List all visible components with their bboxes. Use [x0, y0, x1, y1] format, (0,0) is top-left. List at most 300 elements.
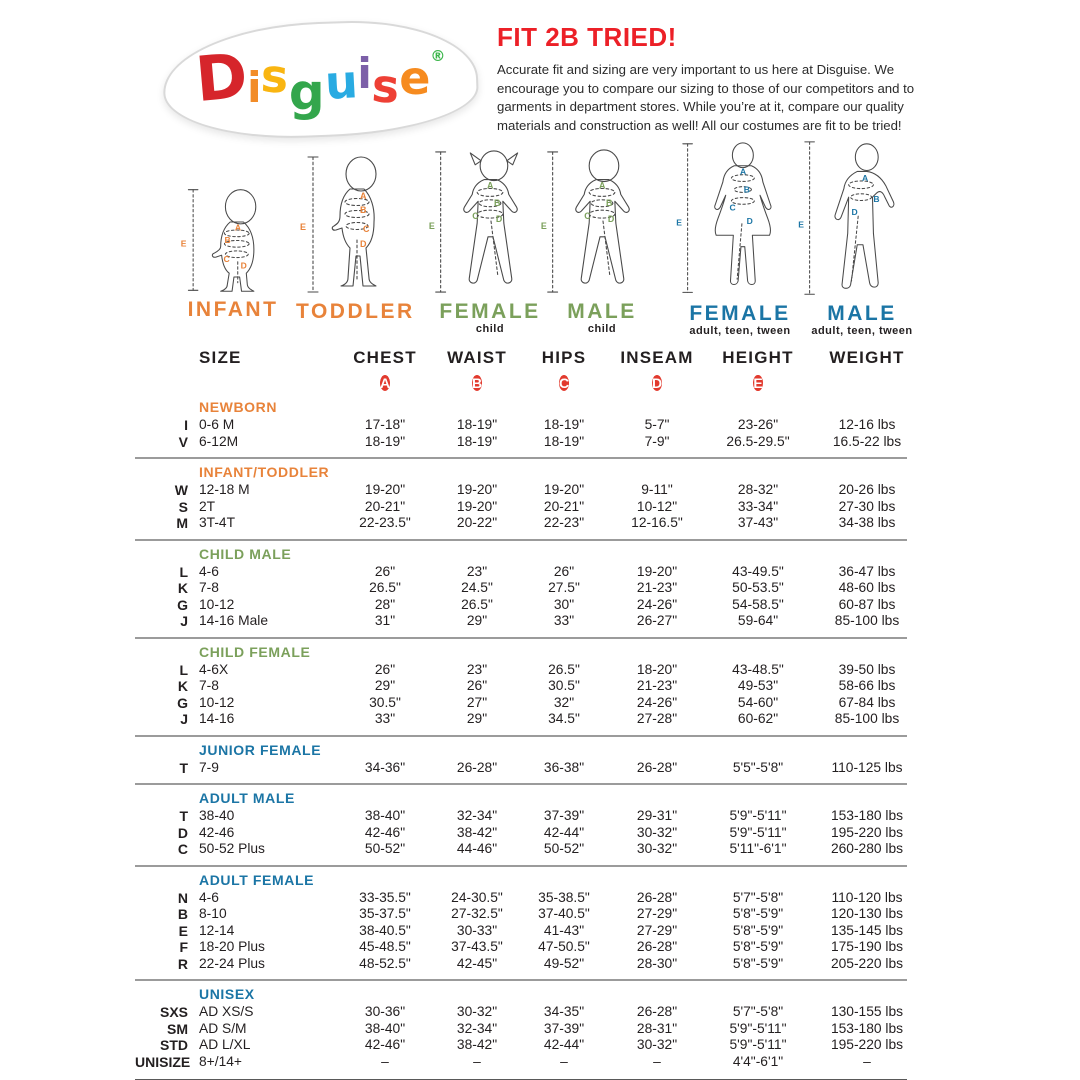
section-divider	[135, 735, 907, 737]
logo-letter: u	[323, 53, 359, 110]
cell-waist: 30-32"	[456, 1004, 498, 1019]
cell-size: 42-46	[199, 824, 235, 840]
cell-waist: 27"	[466, 694, 488, 710]
cell-waist: 38-42"	[456, 824, 498, 840]
cell-height: 5'8"-5'9"	[732, 922, 784, 938]
table-row	[135, 417, 935, 434]
cell-hips: 35-38.5"	[538, 889, 590, 905]
cell-waist: 24.5"	[461, 580, 493, 595]
cell-weight: 130-155 lbs	[830, 1004, 904, 1019]
logo-letter: D	[192, 38, 250, 116]
column-header-inseam: INSEAM	[620, 348, 694, 367]
cell-inseam: 24-26"	[636, 596, 678, 612]
badge-cell	[337, 372, 433, 395]
cell-hips: 37-39"	[543, 808, 585, 823]
cell-waist: 26"	[466, 678, 488, 693]
cell-hips: 22-23"	[543, 515, 585, 530]
cell-height: 26.5-29.5"	[726, 433, 790, 449]
cell-height: 54-60"	[737, 694, 779, 710]
cell-height: 5'5"-5'8"	[732, 759, 784, 775]
row-code: J	[180, 711, 188, 727]
cell-size: 22-24 Plus	[199, 955, 265, 971]
cell-hips: 34-35"	[543, 1004, 585, 1019]
svg-text:D: D	[746, 215, 753, 226]
logo-letter: s	[369, 57, 402, 114]
table-row	[135, 564, 935, 581]
svg-text:D: D	[851, 207, 858, 218]
section-title: CHILD MALE	[199, 545, 292, 562]
svg-text:B: B	[493, 198, 501, 209]
section-title: ADULT MALE	[199, 790, 295, 806]
figure-label: MALE	[567, 300, 637, 323]
section-divider	[135, 865, 907, 867]
svg-text:C: C	[363, 224, 370, 234]
cell-waist: 30-33"	[456, 922, 498, 938]
cell-inseam: 19-20"	[636, 563, 678, 579]
badge-cell	[433, 372, 521, 395]
cell-hips: 30.5"	[548, 678, 580, 693]
cell-chest: 22-23.5"	[359, 515, 411, 530]
section-title: NEWBORN	[199, 399, 278, 415]
cell-hips: 26"	[553, 563, 575, 579]
cell-inseam: 29-31"	[636, 808, 678, 823]
row-code: B	[177, 906, 188, 922]
cell-inseam: 30-32"	[636, 1037, 678, 1052]
cell-hips: 49-52"	[543, 955, 585, 971]
cell-size: 8-10	[199, 906, 227, 921]
cell-chest: 50-52"	[364, 841, 406, 856]
section-title: CHILD FEMALE	[199, 643, 311, 660]
svg-text:D: D	[360, 239, 367, 249]
svg-text:D: D	[240, 260, 247, 271]
cell-size: 7-9	[199, 759, 219, 775]
table-row	[135, 923, 935, 940]
cell-weight: 85-100 lbs	[834, 711, 900, 726]
cell-size: 7-8	[199, 678, 219, 693]
cell-height: 5'9"-5'11"	[729, 1020, 787, 1036]
svg-text:B: B	[605, 198, 613, 209]
cell-waist: 19-20"	[456, 498, 498, 514]
size-table-body	[135, 400, 935, 1080]
cell-height: 5'7"-5'8"	[732, 889, 784, 905]
cell-chest: 18-19"	[364, 433, 406, 449]
cell-height: 43-49.5"	[732, 563, 784, 579]
row-code: L	[179, 563, 188, 580]
table-row	[135, 939, 935, 956]
cell-size: 6-12M	[199, 433, 239, 449]
table-row	[135, 499, 935, 516]
table-row	[135, 906, 935, 923]
cell-size: AD XS/S	[199, 1004, 254, 1019]
cell-weight: 48-60 lbs	[838, 580, 896, 595]
cell-chest: 19-20"	[364, 482, 406, 497]
figure-label: TODDLER	[296, 300, 415, 323]
row-code: V	[178, 433, 188, 450]
table-row	[135, 662, 935, 679]
cell-hips: 42-44"	[543, 824, 585, 840]
cell-waist: 38-42"	[456, 1037, 498, 1052]
svg-text:E: E	[180, 238, 187, 249]
cell-height: 5'8"-5'9"	[732, 906, 784, 921]
table-row	[135, 808, 935, 825]
cell-waist: 32-34"	[456, 808, 498, 823]
cell-inseam: 9-11"	[641, 482, 673, 497]
cell-size: 12-18 M	[199, 482, 250, 497]
cell-size: AD S/M	[199, 1020, 247, 1036]
cell-hips: 30"	[553, 596, 575, 612]
cell-height: 5'9"-5'11"	[729, 1037, 787, 1052]
figure-infant	[177, 184, 289, 322]
svg-text:A: A	[599, 180, 606, 191]
table-row	[135, 678, 935, 695]
cell-waist: 44-46"	[456, 841, 498, 856]
cell-hips: 19-20"	[543, 482, 585, 497]
cell-size: 10-12	[199, 596, 235, 612]
cell-weight: 58-66 lbs	[838, 678, 896, 693]
row-code: SXS	[159, 1004, 188, 1020]
cell-chest: 33-35.5"	[359, 889, 411, 905]
cell-inseam: 24-26"	[636, 694, 678, 710]
cell-waist: 37-43.5"	[451, 939, 503, 954]
column-header-hips: HIPS	[541, 348, 587, 367]
cell-inseam: 26-28"	[636, 759, 678, 775]
disguise-logo	[163, 22, 478, 137]
cell-waist: 23"	[466, 563, 488, 579]
cell-height: 5'9"-5'11"	[729, 824, 787, 840]
logo-letter: s	[260, 47, 291, 104]
logo-letter: i	[247, 62, 262, 112]
cell-chest: 42-46"	[364, 824, 406, 840]
measurement-badge-row	[135, 370, 935, 396]
svg-text:A: A	[360, 191, 367, 201]
figure-sublabel: adult, teen, tween	[811, 325, 913, 337]
section-title: JUNIOR FEMALE	[199, 741, 322, 758]
cell-inseam: 26-28"	[636, 889, 678, 905]
table-row	[135, 580, 935, 597]
table-row	[135, 956, 935, 973]
cell-waist: 32-34"	[456, 1020, 498, 1036]
cell-height: 28-32"	[737, 482, 779, 497]
svg-text:E: E	[676, 217, 682, 228]
cell-inseam: 7-9"	[644, 433, 670, 449]
section-divider	[135, 783, 907, 785]
cell-size: 0-6 M	[199, 417, 235, 432]
cell-chest: 26"	[374, 563, 396, 579]
table-row	[135, 1054, 935, 1071]
cell-chest: 38-40"	[364, 808, 406, 823]
cell-hips: 41-43"	[543, 922, 585, 938]
svg-text:E: E	[300, 222, 307, 232]
svg-text:A: A	[862, 172, 869, 183]
cell-height: 4'4"-6'1"	[732, 1053, 784, 1069]
cell-weight: 195-220 lbs	[830, 1037, 904, 1052]
logo-letter: g	[288, 62, 325, 121]
cell-chest: 48-52.5"	[359, 955, 411, 971]
cell-inseam: 21-23"	[636, 678, 678, 693]
cell-chest: 42-46"	[364, 1037, 406, 1052]
cell-chest: 17-18"	[364, 417, 406, 432]
cell-inseam: 18-20"	[636, 661, 678, 677]
measurement-badge-c: C	[558, 374, 570, 391]
row-code: F	[179, 939, 188, 955]
figure-sublabel: adult, teen, tween	[689, 325, 791, 337]
cell-hips: 37-39"	[543, 1020, 585, 1036]
measurement-badge-b: B	[471, 374, 483, 391]
cell-chest: 35-37.5"	[359, 906, 411, 921]
cell-chest: 38-40.5"	[359, 922, 411, 938]
figure-child-male	[540, 148, 664, 335]
cell-hips: 20-21"	[543, 498, 585, 514]
cell-hips: 32"	[553, 694, 575, 710]
cell-size: 18-20 Plus	[199, 939, 265, 954]
svg-text:D: D	[495, 214, 503, 225]
cell-inseam: 21-23"	[636, 580, 678, 595]
cell-height: 33-34"	[737, 498, 779, 514]
cell-hips: 36-38"	[543, 759, 585, 775]
cell-height: 5'9"-5'11"	[729, 808, 787, 823]
row-code: K	[177, 678, 188, 694]
table-row	[135, 760, 935, 777]
cell-chest: 29"	[374, 678, 396, 693]
cell-chest: 30-36"	[364, 1004, 406, 1019]
row-code: M	[176, 515, 188, 531]
column-header-height: HEIGHT	[722, 348, 794, 367]
svg-text:A: A	[234, 222, 242, 233]
cell-hips: 42-44"	[543, 1037, 585, 1052]
svg-text:C: C	[729, 202, 736, 213]
registered-mark-icon: ®	[430, 46, 446, 65]
cell-size: 4-6	[199, 563, 219, 579]
cell-weight: 36-47 lbs	[838, 563, 896, 579]
row-code: S	[178, 498, 188, 515]
cell-waist: 29"	[466, 613, 488, 628]
page-title: FIT 2B TRIED!	[497, 22, 677, 52]
svg-text:C: C	[584, 211, 591, 222]
cell-waist: 23"	[466, 661, 488, 677]
row-code: T	[179, 759, 188, 776]
cell-chest: –	[381, 1053, 389, 1069]
cell-weight: 39-50 lbs	[838, 661, 896, 677]
cell-weight: 110-120 lbs	[831, 889, 903, 905]
cell-waist: 19-20"	[456, 482, 498, 497]
table-row	[135, 1021, 935, 1038]
svg-text:B: B	[224, 234, 231, 245]
cell-height: 37-43"	[737, 515, 779, 530]
logo-letter: i	[357, 48, 372, 98]
section-divider	[135, 637, 907, 639]
cell-height: 5'11"-6'1"	[729, 841, 787, 856]
svg-text:A: A	[487, 180, 494, 191]
cell-height: 43-48.5"	[732, 661, 784, 677]
row-code: E	[178, 922, 188, 939]
cell-inseam: 5-7"	[644, 417, 670, 432]
cell-size: 14-16	[199, 711, 235, 726]
table-row	[135, 1037, 935, 1054]
cell-weight: 67-84 lbs	[838, 694, 896, 710]
cell-waist: 26.5"	[461, 596, 493, 612]
row-code: K	[177, 580, 188, 596]
cell-weight: 12-16 lbs	[838, 417, 896, 432]
svg-text:B: B	[743, 184, 750, 195]
cell-inseam: 30-32"	[636, 841, 678, 856]
cell-chest: 30.5"	[369, 694, 401, 710]
logo-letter: e	[399, 50, 431, 105]
cell-chest: 31"	[374, 613, 396, 628]
size-table	[135, 346, 935, 1080]
cell-weight: 34-38 lbs	[838, 515, 896, 530]
figure-adult-male	[795, 140, 929, 337]
cell-waist: 20-22"	[456, 515, 498, 530]
cell-height: 59-64"	[737, 613, 779, 628]
cell-size: 3T-4T	[199, 515, 236, 530]
cell-weight: 153-180 lbs	[830, 808, 904, 823]
section-title: INFANT/TODDLER	[199, 464, 330, 480]
cell-height: 23-26"	[737, 417, 779, 432]
table-row	[135, 597, 935, 614]
table-row	[135, 482, 935, 499]
cell-weight: 153-180 lbs	[830, 1020, 904, 1036]
table-row	[135, 711, 935, 728]
row-code: SM	[167, 1020, 188, 1037]
cell-inseam: 27-29"	[636, 922, 678, 938]
cell-height: 5'8"-5'9"	[732, 939, 784, 954]
cell-hips: 26.5"	[548, 661, 580, 677]
column-header-chest: CHEST	[353, 348, 417, 367]
table-row	[135, 695, 935, 712]
row-code: J	[180, 613, 188, 629]
intro-paragraph: Accurate fit and sizing are very important to us here at Disguise. We encourage you to compare our sizing to those of our competitors and to garments in department stores. While you’re at it, compare our quality materials and construction as well! All our costumes are fit to be tried!	[497, 62, 915, 134]
infant-illustration	[177, 184, 289, 296]
cell-waist: 27-32.5"	[451, 906, 503, 921]
badge-cell	[607, 372, 707, 395]
cell-height: 5'8"-5'9"	[732, 955, 784, 971]
cell-weight: 195-220 lbs	[830, 824, 904, 840]
cell-chest: 26"	[374, 661, 396, 677]
cell-hips: 37-40.5"	[538, 906, 590, 921]
table-row	[135, 1004, 935, 1021]
cell-hips: 33"	[553, 613, 575, 628]
cell-height: 5'7"-5'8"	[732, 1004, 784, 1019]
cell-inseam: 26-28"	[636, 1004, 678, 1019]
row-code: T	[179, 808, 188, 824]
row-code: C	[177, 841, 188, 857]
cell-waist: 26-28"	[456, 759, 498, 775]
column-header-size: SIZE	[199, 348, 242, 367]
cell-weight: 20-26 lbs	[838, 482, 896, 497]
toddler-illustration	[299, 152, 411, 298]
cell-inseam: 26-28"	[636, 939, 678, 954]
svg-text:E: E	[540, 220, 547, 231]
column-header-waist: WAIST	[447, 348, 507, 367]
figure-label: INFANT	[187, 298, 279, 321]
cell-hips: 47-50.5"	[538, 939, 590, 954]
cell-waist: –	[473, 1053, 481, 1069]
cell-height: 60-62"	[737, 711, 779, 726]
cell-weight: 85-100 lbs	[834, 613, 900, 628]
row-code: L	[179, 661, 188, 678]
cell-size: 38-40	[199, 808, 235, 823]
cell-size: 2T	[199, 498, 216, 514]
figure-label: FEMALE	[689, 302, 791, 325]
badge-cell	[521, 372, 607, 395]
row-code: R	[177, 955, 188, 972]
adult-male-illustration	[795, 140, 929, 300]
svg-text:E: E	[798, 219, 804, 230]
cell-inseam: 10-12"	[636, 498, 678, 514]
cell-chest: 33"	[374, 711, 396, 726]
measurement-badge-e: E	[753, 374, 763, 391]
row-code: N	[177, 889, 188, 906]
badge-cell	[707, 372, 809, 395]
svg-text:B: B	[360, 205, 367, 215]
cell-hips: 18-19"	[543, 417, 585, 432]
row-code: W	[174, 482, 188, 498]
row-code: I	[184, 417, 188, 433]
cell-size: 12-14	[199, 922, 235, 938]
table-row	[135, 613, 935, 630]
cell-chest: 26.5"	[369, 580, 401, 595]
measurement-badge-d: D	[651, 374, 663, 391]
child-male-illustration	[540, 148, 664, 298]
cell-height: 50-53.5"	[732, 580, 784, 595]
measurement-badge-a: A	[379, 374, 391, 391]
cell-weight: 120-130 lbs	[830, 906, 904, 921]
column-header-row	[135, 346, 935, 370]
cell-weight: 27-30 lbs	[838, 498, 896, 514]
cell-weight: 60-87 lbs	[838, 596, 896, 612]
cell-size: 10-12	[199, 694, 235, 710]
svg-text:B: B	[873, 193, 880, 204]
cell-size: 14-16 Male	[199, 613, 269, 628]
cell-weight: 110-125 lbs	[831, 759, 903, 775]
figure-child-female	[428, 148, 552, 335]
cell-waist: 18-19"	[456, 417, 498, 432]
cell-size: AD L/XL	[199, 1037, 251, 1052]
cell-inseam: 27-28"	[636, 711, 678, 726]
cell-height: 54-58.5"	[732, 596, 784, 612]
cell-height: 49-53"	[737, 678, 779, 693]
figure-label: MALE	[827, 302, 897, 325]
cell-hips: 50-52"	[543, 841, 585, 856]
cell-chest: 45-48.5"	[359, 939, 411, 954]
section-divider	[135, 539, 907, 541]
row-code: STD	[160, 1037, 188, 1053]
figure-sublabel: child	[475, 323, 505, 335]
figure-label: FEMALE	[439, 300, 541, 323]
table-row	[135, 890, 935, 907]
cell-inseam: 26-27"	[636, 613, 678, 628]
cell-size: 4-6	[199, 889, 219, 905]
cell-size: 8+/14+	[199, 1053, 242, 1069]
cell-chest: 34-36"	[364, 759, 406, 775]
cell-inseam: 28-30"	[636, 955, 678, 971]
column-header-weight: WEIGHT	[829, 348, 905, 367]
row-code: G	[177, 596, 188, 613]
table-row	[135, 515, 935, 532]
cell-inseam: 12-16.5"	[631, 515, 683, 530]
adult-female-illustration	[673, 140, 807, 300]
cell-hips: 34.5"	[548, 711, 580, 726]
cell-waist: 18-19"	[456, 433, 498, 449]
figure-sublabel: child	[587, 323, 617, 335]
logo-wordmark	[163, 22, 478, 137]
cell-waist: 29"	[466, 711, 488, 726]
cell-chest: 28"	[374, 596, 396, 612]
cell-weight: 205-220 lbs	[830, 955, 904, 971]
cell-weight: 175-190 lbs	[830, 939, 904, 954]
row-code: G	[177, 694, 188, 711]
cell-chest: 38-40"	[364, 1020, 406, 1036]
